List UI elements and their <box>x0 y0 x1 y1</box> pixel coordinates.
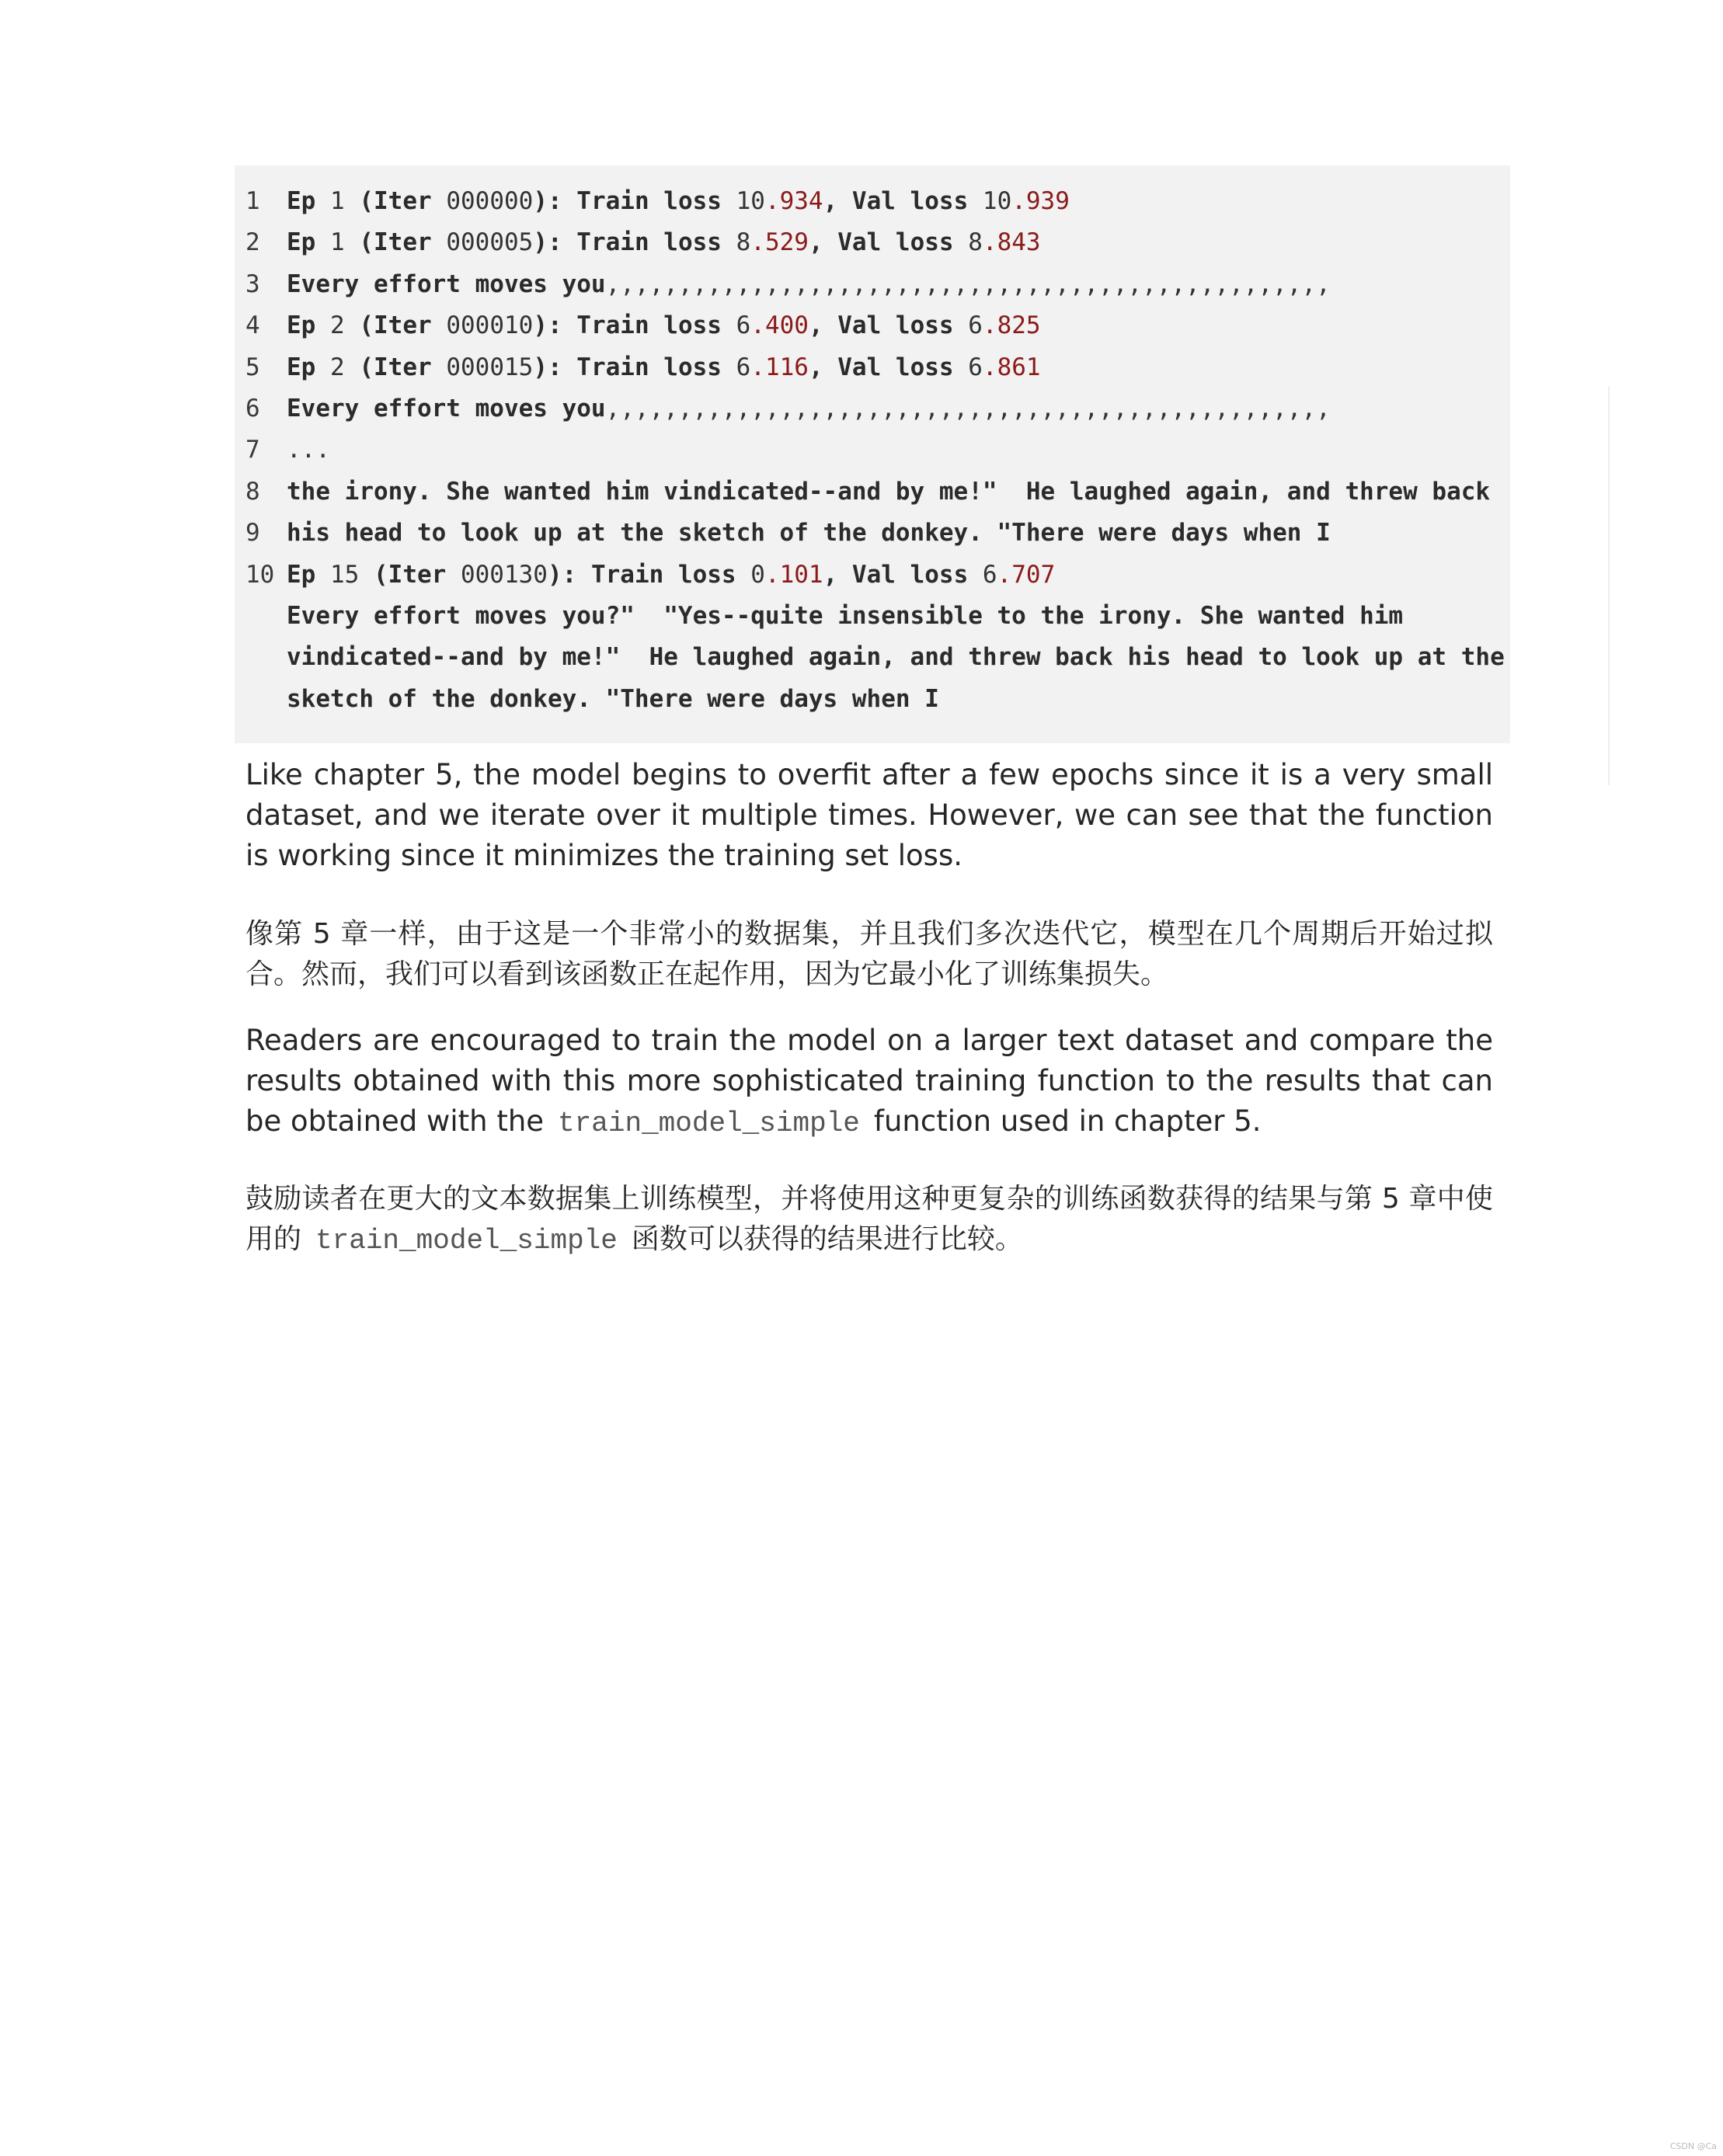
code-segment: Every effort moves you?" "Yes--quite insensible to the irony. She wanted him <box>287 601 1404 630</box>
code-segment: (Iter <box>344 228 447 257</box>
paragraph-encourage-cn-text-after: 函数可以获得的结果进行比较。 <box>631 1223 1023 1255</box>
code-line <box>235 513 1510 554</box>
paragraph-encourage-en-text-after: function used in chapter 5. <box>873 1104 1262 1138</box>
loss-fraction: .939 <box>1011 187 1070 215</box>
code-line <box>235 679 1510 720</box>
code-segment: vindicated--and by me!" He laughed again, and threw back his head to look up at the <box>287 643 1505 672</box>
code-segment: Ep <box>287 353 330 381</box>
scrollbar-track <box>1608 386 1610 785</box>
loss-fraction: .529 <box>750 228 809 257</box>
code-text <box>287 637 1505 678</box>
code-line <box>235 222 1510 263</box>
paragraph-encourage-en-text-before: Readers are encouraged to train the model on a larger text dataset and compare the results obtained with this more sophisticated training function to the results that can be obtained with the <box>245 1024 1493 1138</box>
code-segment: 6 <box>968 353 983 381</box>
code-line <box>235 471 1510 513</box>
line-number: 5 <box>245 353 260 381</box>
code-text <box>287 555 1055 596</box>
code-segment: Every effort moves you <box>287 270 606 298</box>
line-number: 3 <box>245 270 260 298</box>
code-line <box>235 264 1510 305</box>
code-segment: 1 <box>330 228 345 257</box>
code-text <box>287 222 1041 263</box>
line-number: 9 <box>245 519 260 548</box>
code-segment: , Val loss <box>823 187 983 215</box>
loss-fraction: .934 <box>764 187 823 215</box>
loss-fraction: .825 <box>982 311 1041 340</box>
code-segment: ,,,,,,,,,,,,,,,,,,,,,,,,,,,,,,,,,,,,,,,,,,,,,,,,,, <box>605 270 1331 298</box>
code-segment: , Val loss <box>808 228 969 257</box>
code-segment: ): Train loss <box>533 353 736 381</box>
watermark: CSDN @Ca <box>1669 2141 1717 2151</box>
loss-fraction: .707 <box>997 560 1056 589</box>
code-segment: Ep <box>287 311 330 340</box>
paragraph-overfit-cn: 像第 5 章一样，由于这是一个非常小的数据集，并且我们多次迭代它，模型在几个周期后开始过拟合。然而，我们可以看到该函数正在起作用，因为它最小化了训练集损失。 <box>245 918 1493 990</box>
loss-fraction: .116 <box>750 353 809 381</box>
loss-fraction: .843 <box>982 228 1041 257</box>
loss-fraction: .861 <box>982 353 1041 381</box>
code-segment: ): Train loss <box>533 228 736 257</box>
code-line <box>235 596 1510 637</box>
code-segment: 6 <box>736 353 751 381</box>
paragraph-encourage-en <box>245 1021 1493 1144</box>
code-segment: Ep <box>287 228 330 257</box>
code-segment: 6 <box>736 311 751 340</box>
code-segment: 10 <box>736 187 765 215</box>
code-segment: , Val loss <box>808 311 969 340</box>
code-segment: 6 <box>982 560 997 589</box>
code-text <box>287 181 1070 222</box>
code-segment: Ep <box>287 560 330 589</box>
line-number: 4 <box>245 311 260 340</box>
code-segment: ): Train loss <box>533 187 736 215</box>
code-text <box>287 264 1331 305</box>
paragraph-encourage-cn-text-before: 鼓励读者在更大的文本数据集上训练模型，并将使用这种更复杂的训练函数获得的结果与第 5 章中使用的 <box>245 1183 1493 1255</box>
code-segment: 6 <box>968 311 983 340</box>
code-text <box>287 388 1331 429</box>
paragraph-overfit-en: Like chapter 5, the model begins to overfit after a few epochs since it is a very small dataset, and we iterate over it multiple times. However, we can see that the function is working since it minimizes the training set loss. <box>245 758 1493 872</box>
code-line <box>235 347 1510 388</box>
code-segment: ): Train loss <box>547 560 751 589</box>
loss-fraction: .101 <box>764 560 823 589</box>
code-segment: 000015 <box>446 353 534 381</box>
code-line <box>235 305 1510 346</box>
code-line <box>235 181 1510 222</box>
code-line <box>235 388 1510 429</box>
inline-code-train-model-simple: train_model_simple <box>558 1108 860 1139</box>
code-segment: the irony. She wanted him vindicated--and by me!" He laughed again, and threw back <box>287 477 1491 506</box>
code-segment: 000000 <box>446 187 534 215</box>
code-output-block <box>235 165 1510 743</box>
code-segment: Ep <box>287 187 330 215</box>
code-segment: 2 <box>330 311 345 340</box>
code-text <box>287 596 1403 637</box>
code-segment: his head to look up at the sketch of the donkey. "There were days when I <box>287 519 1331 548</box>
line-number: 2 <box>245 228 260 257</box>
paragraph-encourage-cn <box>245 1179 1493 1261</box>
code-segment: (Iter <box>344 187 447 215</box>
code-segment: , Val loss <box>808 353 969 381</box>
code-text <box>287 513 1331 554</box>
code-segment: 10 <box>982 187 1012 215</box>
code-segment: Every effort moves you <box>287 394 606 423</box>
code-segment: (Iter <box>344 353 447 381</box>
code-text <box>287 305 1041 346</box>
code-line <box>235 429 1510 471</box>
line-number: 6 <box>245 394 260 423</box>
code-segment: ... <box>287 436 330 464</box>
line-number: 7 <box>245 436 260 464</box>
code-segment: 8 <box>968 228 983 257</box>
code-segment: 000005 <box>446 228 534 257</box>
code-segment: 000130 <box>460 560 548 589</box>
code-segment: (Iter <box>359 560 461 589</box>
code-text <box>287 429 330 471</box>
code-segment: , Val loss <box>823 560 983 589</box>
code-segment: (Iter <box>344 311 447 340</box>
line-number: 8 <box>245 477 260 506</box>
code-segment: 15 <box>330 560 360 589</box>
code-segment: 2 <box>330 353 345 381</box>
code-segment: 1 <box>330 187 345 215</box>
line-number: 10 <box>245 560 275 589</box>
code-segment: 000010 <box>446 311 534 340</box>
code-segment: 0 <box>750 560 765 589</box>
inline-code-train-model-simple-cn: train_model_simple <box>315 1225 618 1257</box>
code-segment: sketch of the donkey. "There were days when I <box>287 684 939 713</box>
code-segment: ,,,,,,,,,,,,,,,,,,,,,,,,,,,,,,,,,,,,,,,,,,,,,,,,,, <box>605 394 1331 423</box>
code-text <box>287 347 1041 388</box>
code-line <box>235 637 1510 678</box>
code-segment: 8 <box>736 228 751 257</box>
line-number: 1 <box>245 187 260 215</box>
code-line <box>235 555 1510 596</box>
code-segment: ): Train loss <box>533 311 736 340</box>
code-text <box>287 471 1490 513</box>
loss-fraction: .400 <box>750 311 809 340</box>
code-text <box>287 679 939 720</box>
